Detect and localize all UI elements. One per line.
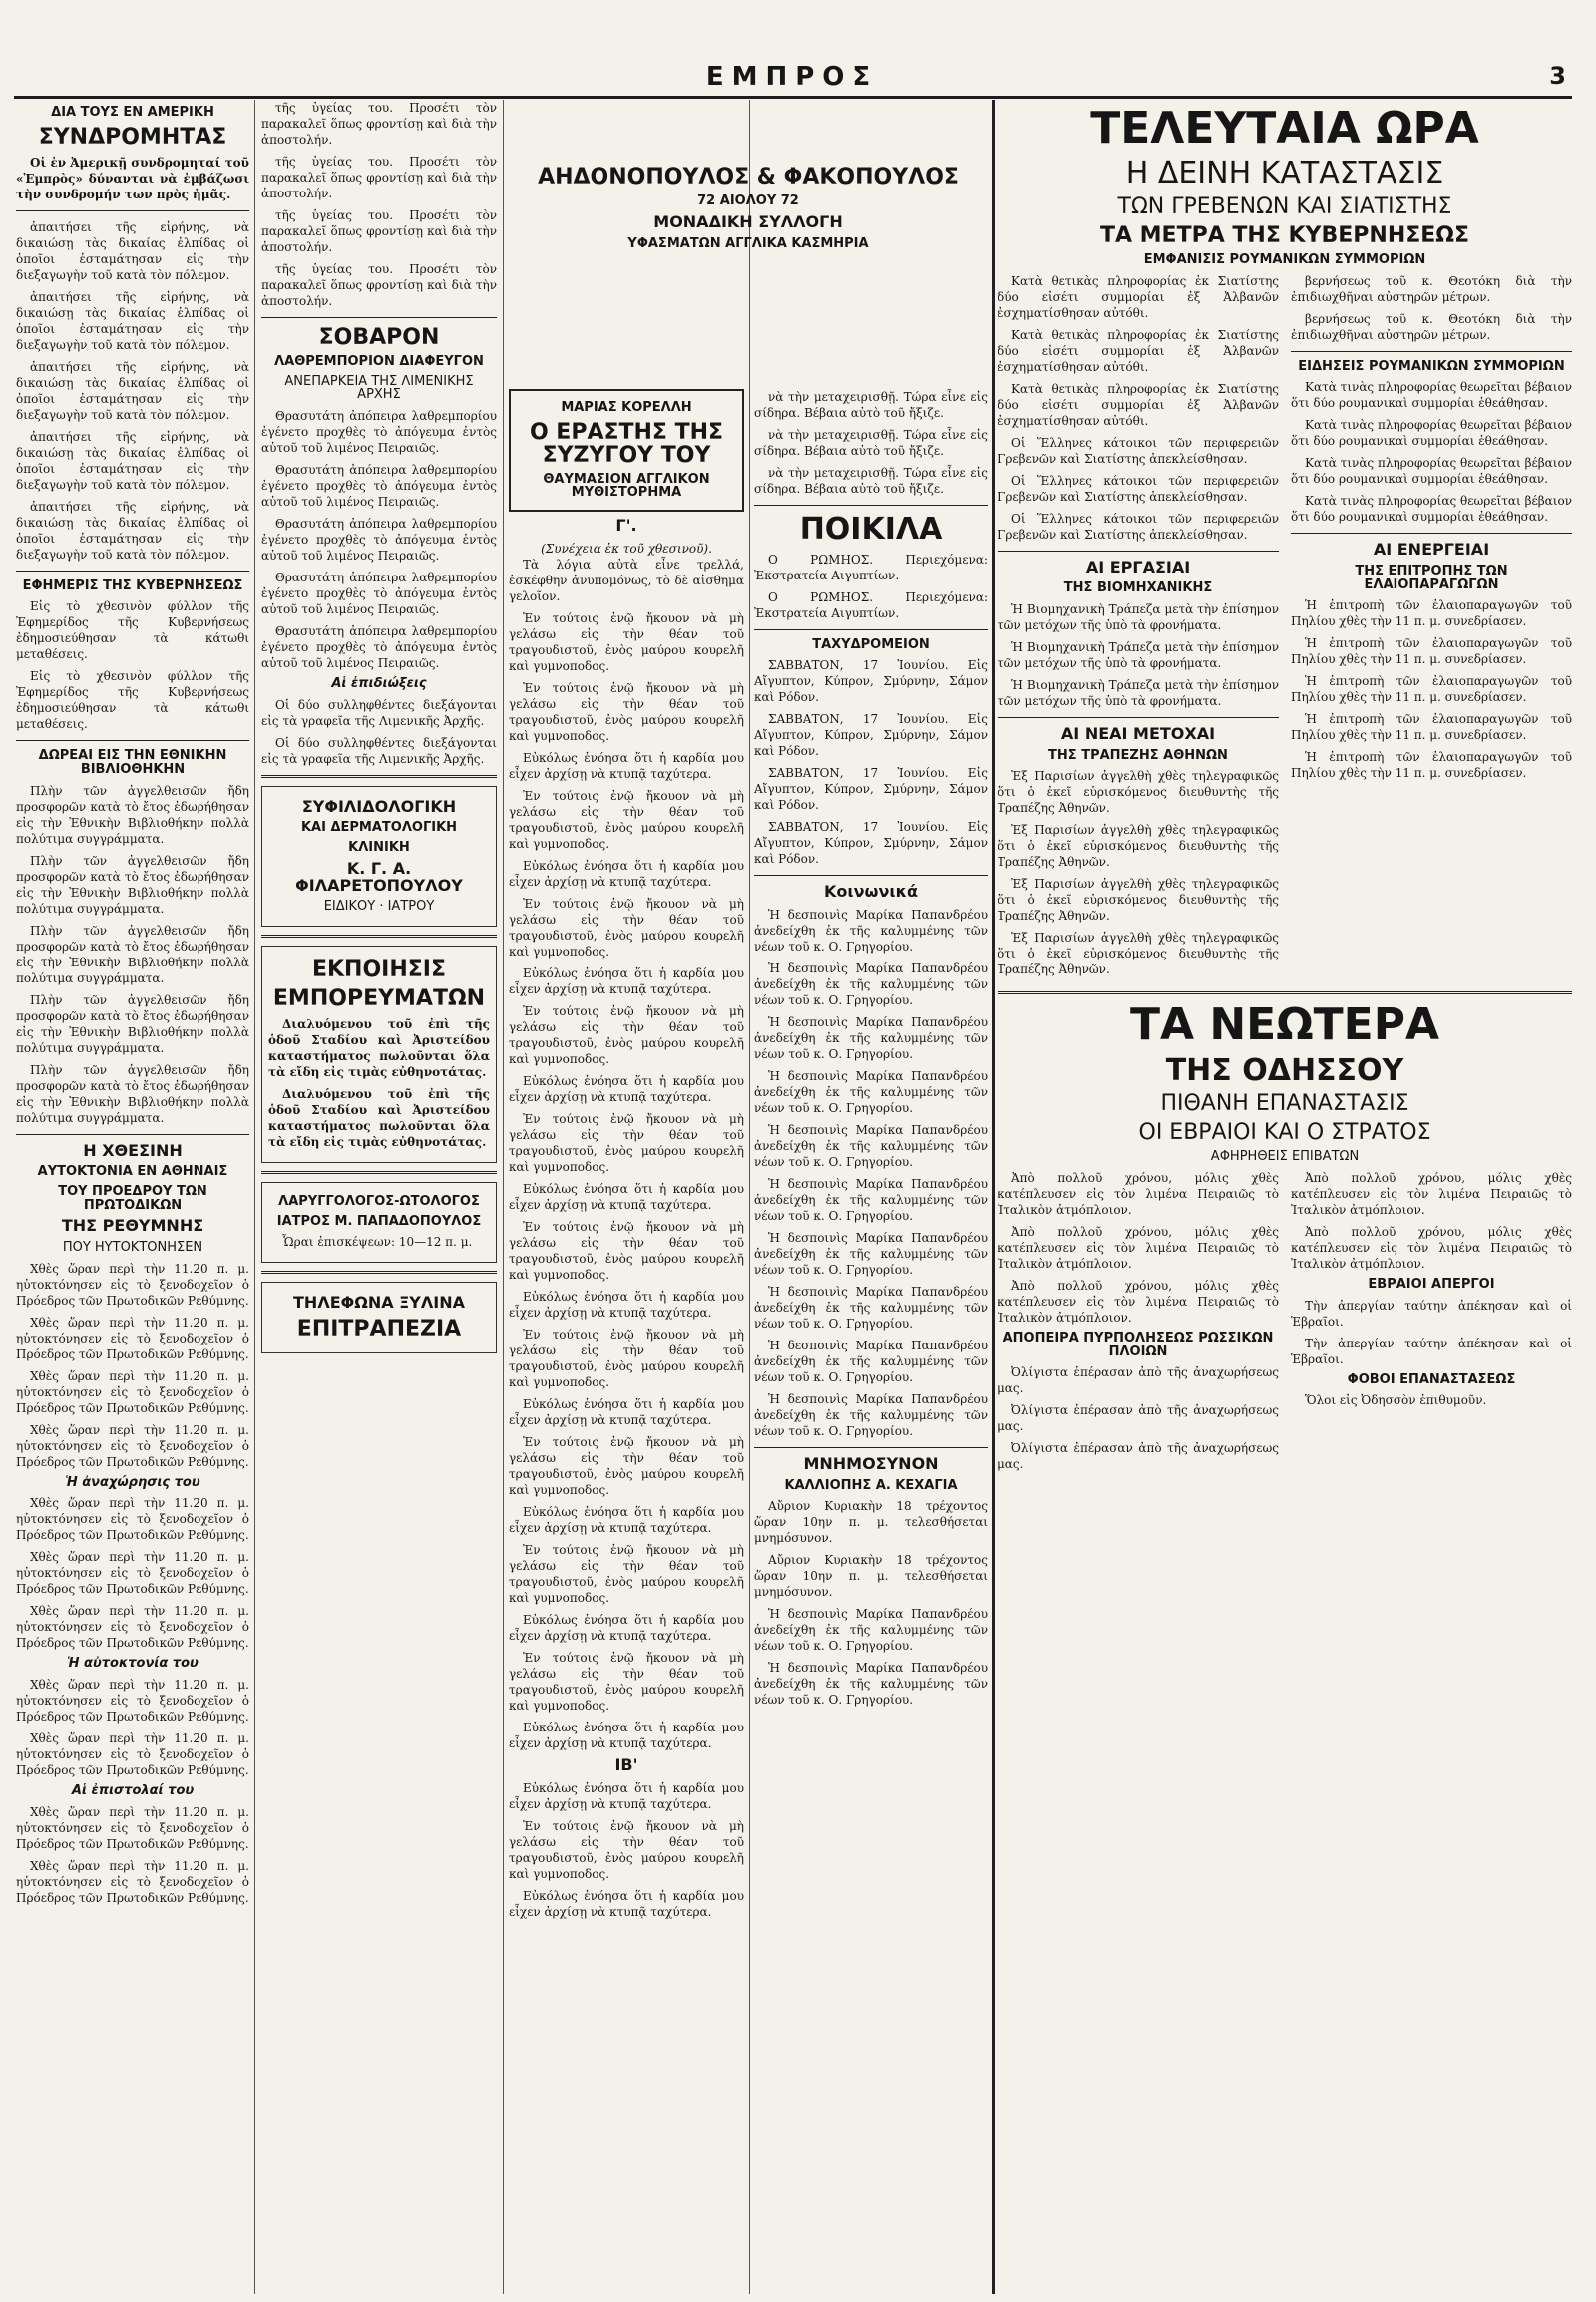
article-text: βερνήσεως τοῦ κ. Θεοτόκη διὰ τὴν ἐπιδιωχθῆναι αὐστηρῶν μέτρων.	[1291, 273, 1572, 304]
ad-subhead: ΕΙΔΙΚΟΥ · ΙΑΤΡΟΥ	[323, 899, 435, 915]
feuilleton-subtitle: ΘΑΥΜΑΣΙΟΝ ΑΓΓΛΙΚΟΝ ΜΥΘΙΣΤΟΡΗΜΑ	[543, 471, 710, 501]
ad-subhead: 72 ΑΙΟΛΟΥ 72	[697, 193, 799, 209]
article-text: Εἰς τὸ χθεσινὸν φύλλον τῆς Ἐφημερίδος τῆς Κυβερνήσεως ἐδημοσιεύθησαν τὰ κάτωθι μεταθέσεις.	[16, 669, 249, 732]
article-subhead: Αἱ ἐπιστολαί του	[71, 1783, 195, 1799]
article-text: Εὐκόλως ἐνόησα ὅτι ἡ καρδία μου εἶχεν ἀρχίσῃ νὰ κτυπᾷ ταχύτερα.	[509, 1720, 744, 1750]
article-text: Θρασυτάτη ἀπόπειρα λαθρεμπορίου ἐγένετο προχθὲς τὸ ἀπόγευμα ἐντὸς αὐτοῦ τοῦ λιμένος Πειραιῶς.	[261, 571, 497, 617]
article-text: Κατὰ τινὰς πληροφορίας θεωρεῖται βέβαιον ὅτι δύο ρουμανικαὶ συμμορίαι ἐθεάθησαν.	[1291, 418, 1572, 449]
ad-subhead: ΥΦΑΣΜΑΤΩΝ ΑΓΓΛΙΚΑ ΚΑΣΜΗΡΙΑ	[627, 235, 869, 251]
chapter-number: ΙΒ'	[614, 1754, 638, 1774]
article-text: Θρασυτάτη ἀπόπειρα λαθρεμπορίου ἐγένετο προχθὲς τὸ ἀπόγευμα ἐντὸς αὐτοῦ τοῦ λιμένος Πειραιῶς.	[261, 463, 497, 510]
article-text: Χθὲς ὥραν περὶ τὴν 11.20 π. μ. ηὐτοκτόνησεν εἰς τὸ ξενοδοχεῖον ὁ Πρόεδρος τῶν Πρωτοδικῶν Ρεθύμνης.	[16, 1496, 249, 1543]
divider	[16, 210, 249, 211]
article-text: Ἐξ Παρισίων ἀγγελθὴ χθὲς τηλεγραφικῶς ὅτι ὁ ἐκεῖ εὑρισκόμενος διευθυντὴς τῆς Τραπέζης Ἀθηνῶν.	[998, 769, 1279, 816]
article-text: Πλὴν τῶν ἀγγελθεισῶν ἤδη προσφορῶν κατὰ τὸ ἔτος ἐδωρήθησαν εἰς τὴν Ἐθνικὴν Βιβλιοθήκην πολλὰ πολύτιμα συγγράμματα.	[16, 923, 249, 985]
masthead	[14, 60, 1570, 100]
article-text: Ἡ δεσποινὶς Μαρίκα Παπανδρέου ἀνεδείχθη ἐκ τῆς καλυμμένης τῶν νέων τοῦ κ. Ο. Γρηγορίου.	[754, 1014, 988, 1061]
article-headline: ΔΩΡΕΑΙ ΕΙΣ ΤΗΝ ΕΘΝΙΚΗΝ ΒΙΒΛΙΟΘΗΚΗΝ	[38, 748, 227, 778]
article-subhead: ΑΦΗΡΗΘΕΙΣ ΕΠΙΒΑΤΩΝ	[1210, 1149, 1360, 1165]
ad-headline: ΚΑΙ ΔΕΡΜΑΤΟΛΟΓΙΚΗ	[300, 820, 458, 836]
article-text: Ἡ δεσποινὶς Μαρίκα Παπανδρέου ἀνεδείχθη ἐκ τῆς καλυμμένης τῶν νέων τοῦ κ. Ο. Γρηγορίου.	[754, 1068, 988, 1115]
section-subhead: ΚΑΛΛΙΟΠΗΣ Α. ΚΕΧΑΓΙΑ	[784, 1477, 958, 1493]
article-text: Ἐν τούτοις ἐνῷ ἤκουον νὰ μὴ γελάσω εἰς τὴν θέαν τοῦ τραγουδιστοῦ, ἐνὸς μαύρου κουρελῆ καὶ γυμνοποδος.	[509, 1434, 744, 1497]
divider	[998, 551, 1279, 552]
article-text: ἀπαιτήσει τῆς εἰρήνης, νὰ δικαιώσῃ τὰς δικαίας ἐλπίδας οἱ ὁποῖοι ἐσταμάτησαν εἰς τὴν διεξαγωγὴν τοῦ κατὰ τὸν πόλεμον.	[16, 219, 249, 282]
article-text: Ἡ ἐπιτροπὴ τῶν ἐλαιοπαραγωγῶν τοῦ Πηλίου χθὲς τὴν 11 π. μ. συνεδρίασεν.	[1291, 712, 1572, 743]
article-text: Ἡ δεσποινὶς Μαρίκα Παπανδρέου ἀνεδείχθη ἐκ τῆς καλυμμένης τῶν νέων τοῦ κ. Ο. Γρηγορίου.	[754, 907, 988, 954]
article-text: Ἐξ Παρισίων ἀγγελθὴ χθὲς τηλεγραφικῶς ὅτι ὁ ἐκεῖ εὑρισκόμενος διευθυντὴς τῆς Τραπέζης Ἀθηνῶν.	[998, 823, 1279, 870]
article-headline: ΤΗΣ ΤΡΑΠΕΖΗΣ ΑΘΗΝΩΝ	[1048, 747, 1228, 763]
article-text: νὰ τὴν μεταχειρισθῇ. Τώρα εἶνε εἰς σίδηρα. Βέβαια αὐτὸ τοῦ ἤξιζε.	[754, 428, 988, 458]
ad-headline: ΣΥΦΙΛΙΔΟΛΟΓΙΚΗ	[301, 796, 457, 816]
article-text: Ἡ δεσποινὶς Μαρίκα Παπανδρέου ἀνεδείχθη ἐκ τῆς καλυμμένης τῶν νέων τοῦ κ. Ο. Γρηγορίου.	[754, 1661, 988, 1708]
article-subhead: Ἡ αὐτοκτονία του	[67, 1656, 199, 1672]
article-headline: ΤΑ ΜΕΤΡΑ ΤΗΣ ΚΥΒΕΡΝΗΣΕΩΣ	[1099, 222, 1470, 248]
two-column-block	[998, 273, 1572, 984]
article-text: Οἱ Ἕλληνες κάτοικοι τῶν περιφερειῶν Γρεβενῶν καὶ Σιατίστης ἀπεκλείσθησαν.	[998, 435, 1279, 466]
divider	[261, 775, 497, 778]
article-text: Πλὴν τῶν ἀγγελθεισῶν ἤδη προσφορῶν κατὰ τὸ ἔτος ἐδωρήθησαν εἰς τὴν Ἐθνικὴν Βιβλιοθήκην πολλὰ πολύτιμα συγγράμματα.	[16, 1062, 249, 1125]
article-subhead: ΠΟΥ ΗΥΤΟΚΤΟΝΗΣΕΝ	[62, 1240, 203, 1256]
article-headline: ΤΗΣ ΕΠΙΤΡΟΠΗΣ ΤΩΝ ΕΛΑΙΟΠΑΡΑΓΩΓΩΝ	[1355, 563, 1508, 592]
article-text: νὰ τὴν μεταχειρισθῇ. Τώρα εἶνε εἰς σίδηρα. Βέβαια αὐτὸ τοῦ ἤξιζε.	[754, 466, 988, 496]
article-text: Χθὲς ὥραν περὶ τὴν 11.20 π. μ. ηὐτοκτόνησεν εἰς τὸ ξενοδοχεῖον ὁ Πρόεδρος τῶν Πρωτοδικῶν Ρεθύμνης.	[16, 1315, 249, 1361]
column-4	[754, 389, 988, 2294]
section-headline: ΤΑΧΥΔΡΟΜΕΙΟΝ	[812, 636, 930, 652]
article-text: Εὐκόλως ἐνόησα ὅτι ἡ καρδία μου εἶχεν ἀρχίσῃ νὰ κτυπᾷ ταχύτερα.	[509, 965, 744, 996]
ad-text: Ὧραι ἐπισκέψεων: 10—12 π. μ.	[282, 1235, 473, 1250]
divider	[754, 629, 988, 630]
article-text: Κατὰ τινὰς πληροφορίας θεωρεῖται βέβαιον ὅτι δύο ρουμανικαὶ συμμορίαι ἐθεάθησαν.	[1291, 380, 1572, 411]
article-text: Θρασυτάτη ἀπόπειρα λαθρεμπορίου ἐγένετο προχθὲς τὸ ἀπόγευμα ἐντὸς αὐτοῦ τοῦ λιμένος Πειραιῶς.	[261, 624, 497, 671]
article-text: Ἐν τούτοις ἐνῷ ἤκουον νὰ μὴ γελάσω εἰς τὴν θέαν τοῦ τραγουδιστοῦ, ἐνὸς μαύρου κουρελῆ καὶ γυμνοποδος.	[509, 1542, 744, 1605]
article-text: Ἡ δεσποινὶς Μαρίκα Παπανδρέου ἀνεδείχθη ἐκ τῆς καλυμμένης τῶν νέων τοῦ κ. Ο. Γρηγορίου.	[754, 1230, 988, 1277]
article-text: Ἐν τούτοις ἐνῷ ἤκουον νὰ μὴ γελάσω εἰς τὴν θέαν τοῦ τραγουδιστοῦ, ἐνὸς μαύρου κουρελῆ καὶ γυμνοποδος.	[509, 1327, 744, 1389]
column-1	[16, 100, 249, 2294]
notice-text: Οἱ ἐν Ἀμερικῇ συνδρομηταί τοῦ «Ἐμπρὸς» δύνανται νὰ ἐμβάζωσι τὴν συνδρομήν των πρὸς ἡμᾶς.	[16, 155, 249, 201]
advertisement	[261, 1182, 497, 1263]
article-text: Ἀπὸ πολλοῦ χρόνου, μόλις χθὲς κατέπλευσεν εἰς τὸν λιμένα Πειραιῶς τὸ Ἰταλικὸν ἀτμόπλοιον.	[998, 1170, 1279, 1217]
article-headline: ΣΥΝΔΡΟΜΗΤΑΣ	[38, 124, 227, 150]
divider	[754, 505, 988, 506]
article-text: Ἡ Βιομηχανικὴ Τράπεζα μετὰ τὴν ἐπίσημον τῶν μετόχων τῆς ὑπὸ τὰ φρονήματα.	[998, 601, 1279, 632]
article-headline: ΤΟΥ ΠΡΟΕΔΡΟΥ ΤΩΝ ΠΡΩΤΟΔΙΚΩΝ	[58, 1184, 207, 1213]
article-subhead: ΕΒΡΑΙΟΙ ΑΠΕΡΓΟΙ	[1368, 1276, 1495, 1292]
article-text: Πλὴν τῶν ἀγγελθεισῶν ἤδη προσφορῶν κατὰ τὸ ἔτος ἐδωρήθησαν εἰς τὴν Ἐθνικὴν Βιβλιοθήκην πολλὰ πολύτιμα συγγράμματα.	[16, 992, 249, 1055]
two-column-block	[998, 1170, 1572, 1478]
divider	[261, 317, 497, 318]
ad-headline: ΚΛΙΝΙΚΗ	[348, 840, 410, 856]
article-text: Ἡ δεσποινὶς Μαρίκα Παπανδρέου ἀνεδείχθη ἐκ τῆς καλυμμένης τῶν νέων τοῦ κ. Ο. Γρηγορίου.	[754, 1176, 988, 1223]
article-text: Ἐν τούτοις ἐνῷ ἤκουον νὰ μὴ γελάσω εἰς τὴν θέαν τοῦ τραγουδιστοῦ, ἐνὸς μαύρου κουρελῆ καὶ γυμνοποδος.	[509, 1219, 744, 1282]
article-text: Ἀπὸ πολλοῦ χρόνου, μόλις χθὲς κατέπλευσεν εἰς τὸν λιμένα Πειραιῶς τὸ Ἰταλικὸν ἀτμόπλοιον.	[998, 1278, 1279, 1325]
article-text: Αὔριον Κυριακὴν 18 τρέχοντος ὥραν 10ην π. μ. τελεσθήσεται μνημόσυνον.	[754, 1553, 988, 1600]
article-text: Ἀπὸ πολλοῦ χρόνου, μόλις χθὲς κατέπλευσεν εἰς τὸν λιμένα Πειραιῶς τὸ Ἰταλικὸν ἀτμόπλοιον.	[1291, 1170, 1572, 1217]
article-text: Χθὲς ὥραν περὶ τὴν 11.20 π. μ. ηὐτοκτόνησεν εἰς τὸ ξενοδοχεῖον ὁ Πρόεδρος τῶν Πρωτοδικῶν Ρεθύμνης.	[16, 1678, 249, 1725]
article-headline: ΣΟΒΑΡΟΝ	[318, 325, 440, 350]
article-text: Εὐκόλως ἐνόησα ὅτι ἡ καρδία μου εἶχεν ἀρχίσῃ νὰ κτυπᾷ ταχύτερα.	[509, 858, 744, 889]
ad-headline: ΕΜΠΟΡΕΥΜΑΤΩΝ	[272, 986, 486, 1012]
article-text: ΣΑΒΒΑΤΟΝ, 17 Ἰουνίου. Εἰς Αἴγυπτον, Κύπρον, Σμύρνην, Σάμον καὶ Ρόδον.	[754, 766, 988, 813]
ad-headline: ΛΑΡΥΓΓΟΛΟΓΟΣ-ΩΤΟΛΟΓΟΣ	[278, 1194, 480, 1210]
article-text: Ἐν τούτοις ἐνῷ ἤκουον νὰ μὴ γελάσω εἰς τὴν θέαν τοῦ τραγουδιστοῦ, ἐνὸς μαύρου κουρελῆ καὶ γυμνοποδος.	[509, 896, 744, 959]
article-headline: ΠΙΘΑΝΗ ΕΠΑΝΑΣΤΑΣΙΣ	[1160, 1091, 1409, 1117]
article-text: ἀπαιτήσει τῆς εἰρήνης, νὰ δικαιώσῃ τὰς δικαίας ἐλπίδας οἱ ὁποῖοι ἐσταμάτησαν εἰς τὴν διεξαγωγὴν τοῦ κατὰ τὸν πόλεμον.	[16, 429, 249, 492]
column-rule	[992, 100, 995, 2294]
article-text: Χθὲς ὥραν περὶ τὴν 11.20 π. μ. ηὐτοκτόνησεν εἰς τὸ ξενοδοχεῖον ὁ Πρόεδρος τῶν Πρωτοδικῶν Ρεθύμνης.	[16, 1550, 249, 1597]
article-text: Θρασυτάτη ἀπόπειρα λαθρεμπορίου ἐγένετο προχθὲς τὸ ἀπόγευμα ἐντὸς αὐτοῦ τοῦ λιμένος Πειραιῶς.	[261, 409, 497, 456]
article-text: Αὔριον Κυριακὴν 18 τρέχοντος ὥραν 10ην π. μ. τελεσθήσεται μνημόσυνον.	[754, 1499, 988, 1546]
article-text: Κατὰ θετικὰς πληροφορίας ἐκ Σιατίστης δύο εἰσέτι συμμορίαι ἐξ Ἀλβανῶν ἐσχηματίσθησαν αὐτόθι.	[998, 327, 1279, 374]
article-text: Ἐν τούτοις ἐνῷ ἤκουον νὰ μὴ γελάσω εἰς τὴν θέαν τοῦ τραγουδιστοῦ, ἐνὸς μαύρου κουρελῆ καὶ γυμνοποδος.	[509, 788, 744, 851]
ad-headline: ΕΠΙΤΡΑΠΕΖΙΑ	[296, 1317, 462, 1343]
article-text: Ο ΡΩΜΗΟΣ. Περιεχόμενα: Ἐκστρατεία Αιγυπτίων.	[754, 552, 988, 582]
article-text: τῆς ὑγείας του. Προσέτι τὸν παρακαλεῖ ὅπως φροντίσῃ καὶ διὰ τὴν ἀποστολήν.	[261, 155, 497, 200]
article-text: Χθὲς ὥραν περὶ τὴν 11.20 π. μ. ηὐτοκτόνησεν εἰς τὸ ξενοδοχεῖον ὁ Πρόεδρος τῶν Πρωτοδικῶν Ρεθύμνης.	[16, 1261, 249, 1308]
article-text: Ἐν τούτοις ἐνῷ ἤκουον νὰ μὴ γελάσω εἰς τὴν θέαν τοῦ τραγουδιστοῦ, ἐνὸς μαύρου κουρελῆ καὶ γυμνοποδος.	[509, 680, 744, 743]
divider	[998, 991, 1572, 994]
article-text: Ἐν τούτοις ἐνῷ ἤκουον νὰ μὴ γελάσω εἰς τὴν θέαν τοῦ τραγουδιστοῦ, ἐνὸς μαύρου κουρελῆ καὶ γυμνοποδος.	[509, 1818, 744, 1881]
article-text: Ὅλοι εἰς Ὀδησσὸν ἐπιθυμοῦν.	[1305, 1393, 1487, 1408]
article-text: Τὴν ἀπεργίαν ταύτην ἀπέκησαν καὶ οἱ Ἑβραῖοι.	[1291, 1336, 1572, 1366]
article-text: Ἐν τούτοις ἐνῷ ἤκουον νὰ μὴ γελάσω εἰς τὴν θέαν τοῦ τραγουδιστοῦ, ἐνὸς μαύρου κουρελῆ καὶ γυμνοποδος.	[509, 1111, 744, 1174]
ad-text: Διαλυόμενου τοῦ ἐπὶ τῆς ὁδοῦ Σταδίου καὶ Ἀριστείδου καταστήματος πωλοῦνται ὅλα τὰ εἴδη εἰς τιμὰς εὐθηνοτάτας.	[268, 1087, 490, 1150]
advertisement	[261, 1282, 497, 1353]
article-subhead: ΑΝΕΠΑΡΚΕΙΑ ΤΗΣ ΛΙΜΕΝΙΚΗΣ ΑΡΧΗΣ	[284, 373, 474, 403]
article-text: Εἰς τὸ χθεσινὸν φύλλον τῆς Ἐφημερίδος τῆς Κυβερνήσεως ἐδημοσιεύθησαν τὰ κάτωθι μεταθέσεις.	[16, 599, 249, 662]
article-text: Ἡ δεσποινὶς Μαρίκα Παπανδρέου ἀνεδείχθη ἐκ τῆς καλυμμένης τῶν νέων τοῦ κ. Ο. Γρηγορίου.	[754, 960, 988, 1007]
article-text: ἀπαιτήσει τῆς εἰρήνης, νὰ δικαιώσῃ τὰς δικαίας ἐλπίδας οἱ ὁποῖοι ἐσταμάτησαν εἰς τὴν διεξαγωγὴν τοῦ κατὰ τὸν πόλεμον.	[16, 289, 249, 352]
ad-headline: ΜΟΝΑΔΙΚΗ ΣΥΛΛΟΓΗ	[653, 211, 843, 231]
article-text: Ἡ δεσποινὶς Μαρίκα Παπανδρέου ἀνεδείχθη ἐκ τῆς καλυμμένης τῶν νέων τοῦ κ. Ο. Γρηγορίου.	[754, 1338, 988, 1384]
article-text: Τὰ λόγια αὐτὰ εἶνε τρελλά, ἐσκέφθην ἀνυπομόνως, τὸ δὲ αἰσθημα γελοῖον.	[509, 557, 744, 603]
section-headline: ΤΑ ΝΕΩΤΕΡΑ	[1129, 999, 1440, 1051]
page-number: 3	[1549, 62, 1566, 90]
article-text: Χθὲς ὥραν περὶ τὴν 11.20 π. μ. ηὐτοκτόνησεν εἰς τὸ ξενοδοχεῖον ὁ Πρόεδρος τῶν Πρωτοδικῶν Ρεθύμνης.	[16, 1804, 249, 1851]
article-text: Εὐκόλως ἐνόησα ὅτι ἡ καρδία μου εἶχεν ἀρχίσῃ νὰ κτυπᾷ ταχύτερα.	[509, 750, 744, 781]
divider	[754, 1447, 988, 1448]
article-text: Οἱ δύο συλληφθέντες διεξάγονται εἰς τὰ γραφεῖα τῆς Λιμενικῆς Ἀρχῆς.	[261, 735, 497, 766]
article-subhead: ΦΟΒΟΙ ΕΠΑΝΑΣΤΑΣΕΩΣ	[1347, 1371, 1516, 1387]
divider	[261, 1271, 497, 1274]
section-headline: ΤΗΣ ΟΔΗΣΣΟΥ	[1165, 1052, 1404, 1088]
article-text: Κατὰ θετικὰς πληροφορίας ἐκ Σιατίστης δύο εἰσέτι συμμορίαι ἐξ Ἀλβανῶν ἐσχηματίσθησαν αὐτόθι.	[998, 273, 1279, 320]
divider	[754, 875, 988, 876]
sub-column	[1291, 1170, 1572, 1478]
article-headline: Η ΧΘΕΣΙΝΗ	[83, 1140, 183, 1160]
divider	[16, 1134, 249, 1135]
article-text: Χθὲς ὥραν περὶ τὴν 11.20 π. μ. ηὐτοκτόνησεν εἰς τὸ ξενοδοχεῖον ὁ Πρόεδρος τῶν Πρωτοδικῶν Ρεθύμνης.	[16, 1731, 249, 1778]
article-text: Κατὰ τινὰς πληροφορίας θεωρεῖται βέβαιον ὅτι δύο ρουμανικαὶ συμμορίαι ἐθεάθησαν.	[1291, 456, 1572, 487]
article-text: ἀπαιτήσει τῆς εἰρήνης, νὰ δικαιώσῃ τὰς δικαίας ἐλπίδας οἱ ὁποῖοι ἐσταμάτησαν εἰς τὴν διεξαγωγὴν τοῦ κατὰ τὸν πόλεμον.	[16, 499, 249, 562]
article-text: Ἡ ἐπιτροπὴ τῶν ἐλαιοπαραγωγῶν τοῦ Πηλίου χθὲς τὴν 11 π. μ. συνεδρίασεν.	[1291, 598, 1572, 629]
article-headline: ΑΙ ΝΕΑΙ ΜΕΤΟΧΑΙ	[1060, 723, 1216, 743]
article-headline: ΑΙ ΕΝΕΡΓΕΙΑΙ	[1373, 540, 1490, 560]
divider	[16, 571, 249, 572]
article-text: Ἐξ Παρισίων ἀγγελθὴ χθὲς τηλεγραφικῶς ὅτι ὁ ἐκεῖ εὑρισκόμενος διευθυντὴς τῆς Τραπέζης Ἀθηνῶν.	[998, 931, 1279, 977]
article-text: Χθὲς ὥραν περὶ τὴν 11.20 π. μ. ηὐτοκτόνησεν εἰς τὸ ξενοδοχεῖον ὁ Πρόεδρος τῶν Πρωτοδικῶν Ρεθύμνης.	[16, 1422, 249, 1469]
article-text: Θρασυτάτη ἀπόπειρα λαθρεμπορίου ἐγένετο προχθὲς τὸ ἀπόγευμα ἐντὸς αὐτοῦ τοῦ λιμένος Πειραιῶς.	[261, 517, 497, 564]
sub-column	[998, 1170, 1279, 1478]
newspaper-title: ΕΜΠΡΟΣ	[705, 62, 879, 92]
chapter-number: Γ'.	[615, 516, 637, 536]
article-text: ΣΑΒΒΑΤΟΝ, 17 Ἰουνίου. Εἰς Αἴγυπτον, Κύπρον, Σμύρνην, Σάμον καὶ Ρόδον.	[754, 712, 988, 759]
column-3	[509, 389, 744, 2294]
sub-column	[1291, 273, 1572, 984]
article-text: Ἡ Βιομηχανικὴ Τράπεζα μετὰ τὴν ἐπίσημον τῶν μετόχων τῆς ὑπὸ τὰ φρονήματα.	[998, 677, 1279, 708]
advertisement	[261, 786, 497, 927]
feuilleton-header	[509, 389, 744, 512]
ad-headline: ΕΚΠΟΙΗΣΙΣ	[311, 957, 447, 982]
article-text: Ἐν τούτοις ἐνῷ ἤκουον νὰ μὴ γελάσω εἰς τὴν θέαν τοῦ τραγουδιστοῦ, ἐνὸς μαύρου κουρελῆ καὶ γυμνοποδος.	[509, 610, 744, 673]
article-headline: ΟΙ ΕΒΡΑΙΟΙ ΚΑΙ Ο ΣΤΡΑΤΟΣ	[1138, 1120, 1431, 1146]
article-text: ἀπαιτήσει τῆς εἰρήνης, νὰ δικαιώσῃ τὰς δικαίας ἐλπίδας οἱ ὁποῖοι ἐσταμάτησαν εἰς τὴν διεξαγωγὴν τοῦ κατὰ τὸν πόλεμον.	[16, 359, 249, 422]
article-text: Κατὰ θετικὰς πληροφορίας ἐκ Σιατίστης δύο εἰσέτι συμμορίαι ἐξ Ἀλβανῶν ἐσχηματίσθησαν αὐτόθι.	[998, 381, 1279, 428]
divider	[261, 1171, 497, 1174]
column-2	[261, 100, 497, 2294]
section-headline: Κοινωνικά	[824, 882, 918, 902]
article-text: Πλὴν τῶν ἀγγελθεισῶν ἤδη προσφορῶν κατὰ τὸ ἔτος ἐδωρήθησαν εἰς τὴν Ἐθνικὴν Βιβλιοθήκην πολλὰ πολύτιμα συγγράμματα.	[16, 783, 249, 846]
article-headline: ΑΙ ΕΡΓΑΣΙΑΙ	[1085, 557, 1191, 576]
article-text: Εὐκόλως ἐνόησα ὅτι ἡ καρδία μου εἶχεν ἀρχίσῃ νὰ κτυπᾷ ταχύτερα.	[509, 1073, 744, 1104]
column-5	[998, 100, 1572, 2294]
divider	[1291, 533, 1572, 534]
article-headline: ΕΦΗΜΕΡΙΣ ΤΗΣ ΚΥΒΕΡΝΗΣΕΩΣ	[22, 577, 243, 593]
article-text: Ἐν τούτοις ἐνῷ ἤκουον νὰ μὴ γελάσω εἰς τὴν θέαν τοῦ τραγουδιστοῦ, ἐνὸς μαύρου κουρελῆ καὶ γυμνοποδος.	[509, 1003, 744, 1066]
article-text: Ἡ ἐπιτροπὴ τῶν ἐλαιοπαραγωγῶν τοῦ Πηλίου χθὲς τὴν 11 π. μ. συνεδρίασεν.	[1291, 750, 1572, 781]
article-subhead: Ἡ ἀναχώρησις του	[65, 1474, 200, 1490]
section-headline: ΜΝΗΜΟΣΥΝΟΝ	[803, 1453, 939, 1473]
article-text: Πλὴν τῶν ἀγγελθεισῶν ἤδη προσφορῶν κατὰ τὸ ἔτος ἐδωρήθησαν εἰς τὴν Ἐθνικὴν Βιβλιοθήκην πολλὰ πολύτιμα συγγράμματα.	[16, 853, 249, 916]
article-text: ΣΑΒΒΑΤΟΝ, 17 Ἰουνίου. Εἰς Αἴγυπτον, Κύπρον, Σμύρνην, Σάμον καὶ Ρόδον.	[754, 820, 988, 867]
article-text: Ἡ ἐπιτροπὴ τῶν ἐλαιοπαραγωγῶν τοῦ Πηλίου χθὲς τὴν 11 π. μ. συνεδρίασεν.	[1291, 636, 1572, 667]
article-text: τῆς ὑγείας του. Προσέτι τὸν παρακαλεῖ ὅπως φροντίσῃ καὶ διὰ τὴν ἀποστολήν.	[261, 262, 497, 308]
article-headline: Η ΔΕΙΝΗ ΚΑΤΑΣΤΑΣΙΣ	[1125, 156, 1444, 192]
ad-headline: ΑΗΔΟΝΟΠΟΥΛΟΣ & ΦΑΚΟΠΟΥΛΟΣ	[538, 165, 959, 190]
article-text: Ἡ ἐπιτροπὴ τῶν ἐλαιοπαραγωγῶν τοῦ Πηλίου χθὲς τὴν 11 π. μ. συνεδρίασεν.	[1291, 674, 1572, 705]
spanning-ad	[509, 160, 988, 399]
article-text: Ὀλίγιστα ἐπέρασαν ἀπὸ τῆς ἀναχωρήσεως μας.	[998, 1441, 1279, 1472]
article-headline: ΕΙΔΗΣΕΙΣ ΡΟΥΜΑΝΙΚΩΝ ΣΥΜΜΟΡΙΩΝ	[1298, 358, 1565, 374]
article-text: Χθὲς ὥραν περὶ τὴν 11.20 π. μ. ηὐτοκτόνησεν εἰς τὸ ξενοδοχεῖον ὁ Πρόεδρος τῶν Πρωτοδικῶν Ρεθύμνης.	[16, 1858, 249, 1905]
sub-column	[998, 273, 1279, 984]
article-text: νὰ τὴν μεταχειρισθῇ. Τώρα εἶνε εἰς σίδηρα. Βέβαια αὐτὸ τοῦ ἤξιζε.	[754, 390, 988, 420]
article-headline: ΛΑΘΡΕΜΠΟΡΙΟΝ ΔΙΑΦΕΥΓΟΝ	[274, 354, 484, 370]
article-subhead: Αἱ ἐπιδιώξεις	[331, 676, 427, 692]
article-text: Ἀπὸ πολλοῦ χρόνου, μόλις χθὲς κατέπλευσεν εἰς τὸν λιμένα Πειραιῶς τὸ Ἰταλικὸν ἀτμόπλοιον.	[1291, 1224, 1572, 1271]
article-text: Ἡ δεσποινὶς Μαρίκα Παπανδρέου ἀνεδείχθη ἐκ τῆς καλυμμένης τῶν νέων τοῦ κ. Ο. Γρηγορίου.	[754, 1122, 988, 1169]
article-text: Ὀλίγιστα ἐπέρασαν ἀπὸ τῆς ἀναχωρήσεως μας.	[998, 1365, 1279, 1396]
article-text: ΣΑΒΒΑΤΟΝ, 17 Ἰουνίου. Εἰς Αἴγυπτον, Κύπρον, Σμύρνην, Σάμον καὶ Ρόδον.	[754, 658, 988, 705]
ad-headline: Κ. Γ. Α. ΦΙΛΑΡΕΤΟΠΟΥΛΟΥ	[295, 858, 463, 895]
article-headline: ΤΩΝ ΓΡΕΒΕΝΩΝ ΚΑΙ ΣΙΑΤΙΣΤΗΣ	[1117, 193, 1452, 219]
article-text: Εὐκόλως ἐνόησα ὅτι ἡ καρδία μου εἶχεν ἀρχίσῃ νὰ κτυπᾷ ταχύτερα.	[509, 1888, 744, 1919]
article-text: Ὀλίγιστα ἐπέρασαν ἀπὸ τῆς ἀναχωρήσεως μας.	[998, 1403, 1279, 1434]
ad-text: Διαλυόμενου τοῦ ἐπὶ τῆς ὁδοῦ Σταδίου καὶ Ἀριστείδου καταστήματος πωλοῦνται ὅλα τὰ εἴδη εἰς τιμὰς εὐθηνοτάτας.	[268, 1017, 490, 1080]
article-headline: ΑΥΤΟΚΤΟΝΙΑ ΕΝ ΑΘΗΝΑΙΣ	[37, 1164, 228, 1180]
feuilleton-title: Ο ΕΡΑΣΤΗΣ ΤΗΣ ΣΥΖΥΓΟΥ ΤΟΥ	[529, 419, 724, 468]
advertisement	[261, 946, 497, 1163]
article-text: Τὴν ἀπεργίαν ταύτην ἀπέκησαν καὶ οἱ Ἑβραῖοι.	[1291, 1298, 1572, 1329]
top-rule	[14, 96, 1572, 99]
divider	[16, 740, 249, 741]
article-text: Ἡ δεσποινὶς Μαρίκα Παπανδρέου ἀνεδείχθη ἐκ τῆς καλυμμένης τῶν νέων τοῦ κ. Ο. Γρηγορίου.	[754, 1607, 988, 1654]
article-kicker: ΔΙΑ ΤΟΥΣ ΕΝ ΑΜΕΡΙΚΗ	[51, 105, 214, 120]
article-text: Οἱ Ἕλληνες κάτοικοι τῶν περιφερειῶν Γρεβενῶν καὶ Σιατίστης ἀπεκλείσθησαν.	[998, 473, 1279, 504]
article-text: Εὐκόλως ἐνόησα ὅτι ἡ καρδία μου εἶχεν ἀρχίσῃ νὰ κτυπᾷ ταχύτερα.	[509, 1289, 744, 1320]
article-text: Οἱ Ἕλληνες κάτοικοι τῶν περιφερειῶν Γρεβενῶν καὶ Σιατίστης ἀπεκλείσθησαν.	[998, 511, 1279, 542]
section-headline: ΤΕΛΕΥΤΑΙΑ ΩΡΑ	[1090, 103, 1479, 154]
divider	[998, 717, 1279, 718]
article-text: βερνήσεως τοῦ κ. Θεοτόκη διὰ τὴν ἐπιδιωχθῆναι αὐστηρῶν μέτρων.	[1291, 311, 1572, 342]
divider	[1291, 351, 1572, 352]
article-text: Εὐκόλως ἐνόησα ὅτι ἡ καρδία μου εἶχεν ἀρχίσῃ νὰ κτυπᾷ ταχύτερα.	[509, 1396, 744, 1427]
article-text: Εὐκόλως ἐνόησα ὅτι ἡ καρδία μου εἶχεν ἀρχίσῃ νὰ κτυπᾷ ταχύτερα.	[509, 1612, 744, 1643]
section-headline: ΠΟΙΚΙΛΑ	[799, 512, 943, 547]
article-text: Χθὲς ὥραν περὶ τὴν 11.20 π. μ. ηὐτοκτόνησεν εἰς τὸ ξενοδοχεῖον ὁ Πρόεδρος τῶν Πρωτοδικῶν Ρεθύμνης.	[16, 1604, 249, 1651]
article-subhead: ΕΜΦΑΝΙΣΙΣ ΡΟΥΜΑΝΙΚΩΝ ΣΥΜΜΟΡΙΩΝ	[1143, 251, 1426, 267]
article-headline: ΤΗΣ ΒΙΟΜΗΧΑΝΙΚΗΣ	[1063, 580, 1213, 596]
article-subhead: ΑΠΟΠΕΙΡΑ ΠΥΡΠΟΛΗΣΕΩΣ ΡΩΣΣΙΚΩΝ ΠΛΟΙΩΝ	[1002, 1330, 1274, 1359]
article-text: τῆς ὑγείας του. Προσέτι τὸν παρακαλεῖ ὅπως φροντίσῃ καὶ διὰ τὴν ἀποστολήν.	[261, 101, 497, 147]
continued-note: (Συνέχεια ἐκ τοῦ χθεσινοῦ).	[541, 541, 712, 556]
article-text: Ἐν τούτοις ἐνῷ ἤκουον νὰ μὴ γελάσω εἰς τὴν θέαν τοῦ τραγουδιστοῦ, ἐνὸς μαύρου κουρελῆ καὶ γυμνοποδος.	[509, 1650, 744, 1713]
article-text: Εὐκόλως ἐνόησα ὅτι ἡ καρδία μου εἶχεν ἀρχίσῃ νὰ κτυπᾷ ταχύτερα.	[509, 1780, 744, 1811]
column-rule	[749, 100, 750, 2294]
ad-headline: ΙΑΤΡΟΣ Μ. ΠΑΠΑΔΟΠΟΥΛΟΣ	[276, 1213, 482, 1229]
column-rule	[254, 100, 255, 2294]
article-text: Οἱ δύο συλληφθέντες διεξάγονται εἰς τὰ γραφεῖα τῆς Λιμενικῆς Ἀρχῆς.	[261, 697, 497, 728]
article-text: Ἡ δεσποινὶς Μαρίκα Παπανδρέου ἀνεδείχθη ἐκ τῆς καλυμμένης τῶν νέων τοῦ κ. Ο. Γρηγορίου.	[754, 1284, 988, 1331]
article-text: τῆς ὑγείας του. Προσέτι τὸν παρακαλεῖ ὅπως φροντίσῃ καὶ διὰ τὴν ἀποστολήν.	[261, 208, 497, 254]
article-text: Ἡ δεσποινὶς Μαρίκα Παπανδρέου ἀνεδείχθη ἐκ τῆς καλυμμένης τῶν νέων τοῦ κ. Ο. Γρηγορίου.	[754, 1391, 988, 1438]
article-text: Ἀπὸ πολλοῦ χρόνου, μόλις χθὲς κατέπλευσεν εἰς τὸν λιμένα Πειραιῶς τὸ Ἰταλικὸν ἀτμόπλοιον.	[998, 1224, 1279, 1271]
article-text: Εὐκόλως ἐνόησα ὅτι ἡ καρδία μου εἶχεν ἀρχίσῃ νὰ κτυπᾷ ταχύτερα.	[509, 1181, 744, 1212]
article-text: Ἡ Βιομηχανικὴ Τράπεζα μετὰ τὴν ἐπίσημον τῶν μετόχων τῆς ὑπὸ τὰ φρονήματα.	[998, 639, 1279, 670]
ad-headline: ΤΗΛΕΦΩΝΑ ΞΥΛΙΝΑ	[293, 1293, 465, 1313]
article-text: Χθὲς ὥραν περὶ τὴν 11.20 π. μ. ηὐτοκτόνησεν εἰς τὸ ξενοδοχεῖον ὁ Πρόεδρος τῶν Πρωτοδικῶν Ρεθύμνης.	[16, 1368, 249, 1415]
article-text: Ο ΡΩΜΗΟΣ. Περιεχόμενα: Ἐκστρατεία Αιγυπτίων.	[754, 589, 988, 620]
column-rule	[503, 100, 504, 2294]
article-headline: ΤΗΣ ΡΕΘΥΜΝΗΣ	[61, 1216, 204, 1236]
article-text: Κατὰ τινὰς πληροφορίας θεωρεῖται βέβαιον ὅτι δύο ρουμανικαὶ συμμορίαι ἐθεάθησαν.	[1291, 494, 1572, 525]
article-text: Ἐξ Παρισίων ἀγγελθὴ χθὲς τηλεγραφικῶς ὅτι ὁ ἐκεῖ εὑρισκόμενος διευθυντὴς τῆς Τραπέζης Ἀθηνῶν.	[998, 877, 1279, 924]
divider	[261, 935, 497, 938]
feuilleton-author: ΜΑΡΙΑΣ ΚΟΡΕΛΛΗ	[561, 400, 692, 415]
article-text: Εὐκόλως ἐνόησα ὅτι ἡ καρδία μου εἶχεν ἀρχίσῃ νὰ κτυπᾷ ταχύτερα.	[509, 1504, 744, 1535]
